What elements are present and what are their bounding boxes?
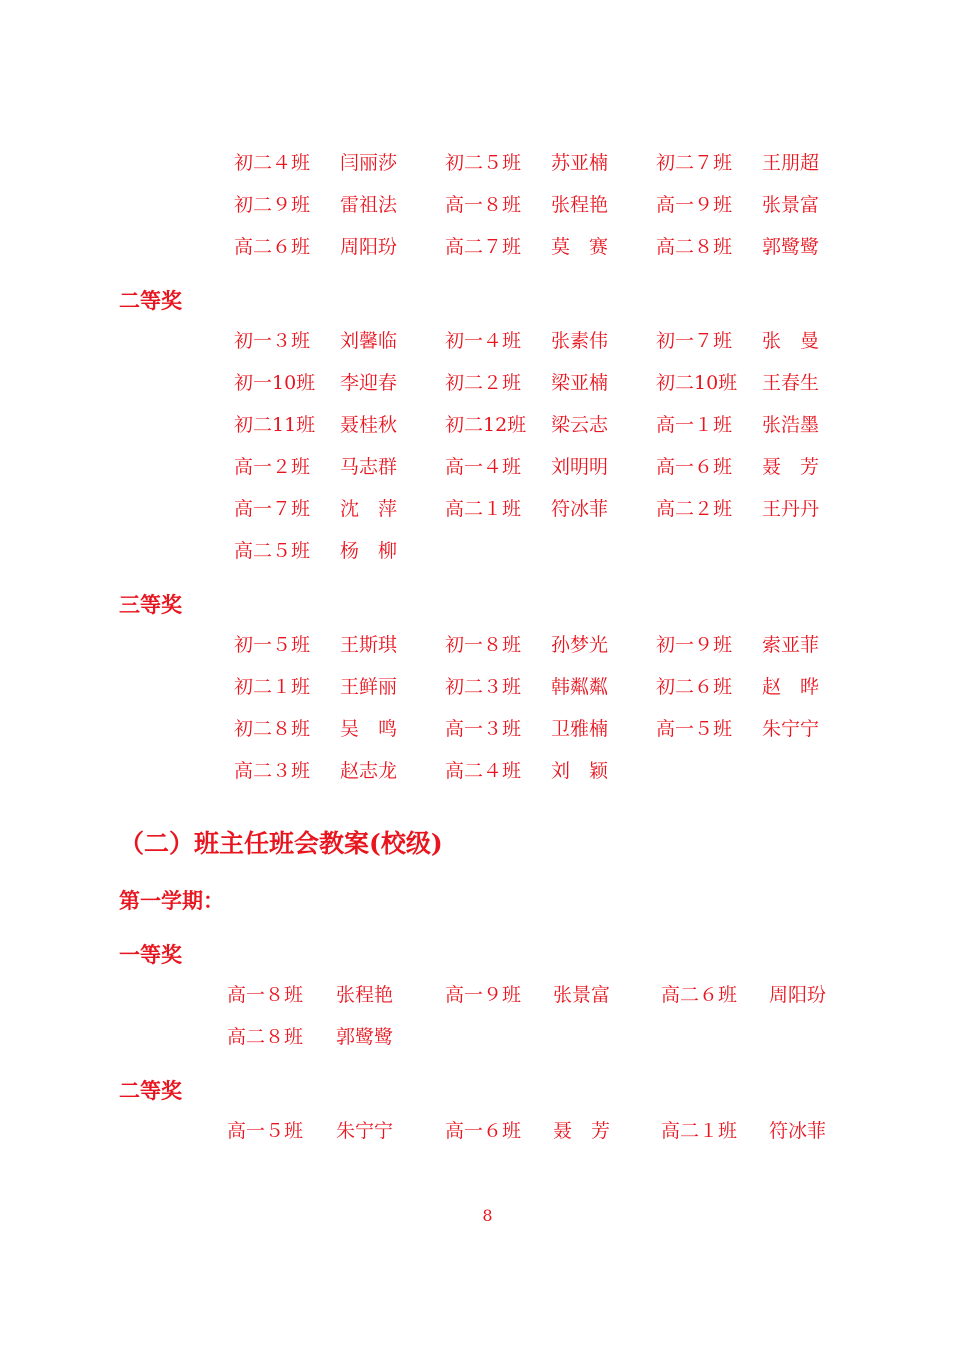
teacher-name: 符冰菲 <box>769 1120 827 1142</box>
class-name: 高一７班 <box>234 498 311 520</box>
class-name: 初一９班 <box>656 634 733 656</box>
class-name: 初一10班 <box>234 372 316 394</box>
teacher-name: 梁亚楠 <box>551 372 609 394</box>
class-name: 初一８班 <box>445 634 522 656</box>
award-heading: 一等奖 <box>119 942 182 967</box>
award-row <box>0 190 960 220</box>
page-number: 8 <box>482 1206 493 1225</box>
award-row <box>0 1116 960 1146</box>
teacher-name: 索亚菲 <box>762 634 820 656</box>
class-name: 高一５班 <box>656 718 733 740</box>
class-name: 初一４班 <box>445 330 522 352</box>
teacher-name: 郭鹭鹭 <box>762 236 820 258</box>
class-name: 高二３班 <box>234 760 311 782</box>
class-name: 高二５班 <box>234 540 311 562</box>
class-name: 高一２班 <box>234 456 311 478</box>
award-heading: 三等奖 <box>119 592 182 617</box>
class-name: 初二２班 <box>445 372 522 394</box>
award-row <box>0 630 960 660</box>
class-name: 高一９班 <box>445 984 522 1006</box>
class-name: 初二７班 <box>656 152 733 174</box>
teacher-name: 王丹丹 <box>762 498 820 520</box>
teacher-name: 张景富 <box>553 984 611 1006</box>
award-row <box>0 232 960 262</box>
teacher-name: 赵 晔 <box>762 676 820 698</box>
award-row <box>0 756 960 786</box>
teacher-name: 刘馨临 <box>340 330 398 352</box>
teacher-name: 王斯琪 <box>340 634 398 656</box>
award-heading: 第一学期： <box>119 888 224 913</box>
class-name: 高一８班 <box>445 194 522 216</box>
award-heading: 二等奖 <box>119 288 182 313</box>
teacher-name: 张 曼 <box>762 330 820 352</box>
teacher-name: 张程艳 <box>336 984 394 1006</box>
teacher-name: 马志群 <box>340 456 398 478</box>
class-name: 高二８班 <box>656 236 733 258</box>
teacher-name: 韩粼粼 <box>551 676 609 698</box>
teacher-name: 聂桂秋 <box>340 414 398 436</box>
teacher-name: 朱宁宁 <box>336 1120 394 1142</box>
award-heading: 二等奖 <box>119 1078 182 1103</box>
teacher-name: 王朋超 <box>762 152 820 174</box>
teacher-name: 聂 芳 <box>553 1120 611 1142</box>
class-name: 高二７班 <box>445 236 522 258</box>
teacher-name: 张素伟 <box>551 330 609 352</box>
class-name: 初二６班 <box>656 676 733 698</box>
class-name: 高二４班 <box>445 760 522 782</box>
teacher-name: 雷祖法 <box>340 194 398 216</box>
teacher-name: 朱宁宁 <box>762 718 820 740</box>
class-name: 高一６班 <box>445 1120 522 1142</box>
section-title: （二）班主任班会教案(校级) <box>119 829 443 858</box>
teacher-name: 卫雅楠 <box>551 718 609 740</box>
teacher-name: 符冰菲 <box>551 498 609 520</box>
class-name: 高二８班 <box>227 1026 304 1048</box>
class-name: 初二10班 <box>656 372 738 394</box>
teacher-name: 莫 赛 <box>551 236 609 258</box>
award-row <box>0 1022 960 1052</box>
teacher-name: 张景富 <box>762 194 820 216</box>
class-name: 高二６班 <box>661 984 738 1006</box>
class-name: 初二11班 <box>234 414 316 436</box>
award-row <box>0 672 960 702</box>
class-name: 初二12班 <box>445 414 527 436</box>
teacher-name: 张程艳 <box>551 194 609 216</box>
class-name: 初二４班 <box>234 152 311 174</box>
class-name: 初一３班 <box>234 330 311 352</box>
class-name: 高一３班 <box>445 718 522 740</box>
award-row <box>0 714 960 744</box>
class-name: 高二１班 <box>445 498 522 520</box>
award-row <box>0 368 960 398</box>
teacher-name: 李迎春 <box>340 372 398 394</box>
teacher-name: 沈 萍 <box>340 498 398 520</box>
class-name: 高一６班 <box>656 456 733 478</box>
award-row <box>0 536 960 566</box>
class-name: 高一１班 <box>656 414 733 436</box>
class-name: 高二６班 <box>234 236 311 258</box>
teacher-name: 周阳玢 <box>340 236 398 258</box>
teacher-name: 吴 鸣 <box>340 718 398 740</box>
teacher-name: 王鲜丽 <box>340 676 398 698</box>
award-row <box>0 410 960 440</box>
teacher-name: 张浩墨 <box>762 414 820 436</box>
class-name: 高一５班 <box>227 1120 304 1142</box>
award-row <box>0 452 960 482</box>
class-name: 高一８班 <box>227 984 304 1006</box>
teacher-name: 王春生 <box>762 372 820 394</box>
class-name: 初二１班 <box>234 676 311 698</box>
award-row <box>0 494 960 524</box>
teacher-name: 郭鹭鹭 <box>336 1026 394 1048</box>
class-name: 高二２班 <box>656 498 733 520</box>
teacher-name: 梁云志 <box>551 414 609 436</box>
teacher-name: 刘 颖 <box>551 760 609 782</box>
class-name: 初一７班 <box>656 330 733 352</box>
class-name: 高二１班 <box>661 1120 738 1142</box>
award-row <box>0 148 960 178</box>
class-name: 初二３班 <box>445 676 522 698</box>
teacher-name: 苏亚楠 <box>551 152 609 174</box>
teacher-name: 赵志龙 <box>340 760 398 782</box>
teacher-name: 周阳玢 <box>769 984 827 1006</box>
class-name: 初二５班 <box>445 152 522 174</box>
teacher-name: 闫丽莎 <box>340 152 398 174</box>
class-name: 初二９班 <box>234 194 311 216</box>
teacher-name: 孙梦光 <box>551 634 609 656</box>
teacher-name: 杨 柳 <box>340 540 398 562</box>
class-name: 高一４班 <box>445 456 522 478</box>
teacher-name: 刘明明 <box>551 456 609 478</box>
class-name: 初一５班 <box>234 634 311 656</box>
award-row <box>0 326 960 356</box>
award-row <box>0 980 960 1010</box>
teacher-name: 聂 芳 <box>762 456 820 478</box>
class-name: 初二８班 <box>234 718 311 740</box>
class-name: 高一９班 <box>656 194 733 216</box>
